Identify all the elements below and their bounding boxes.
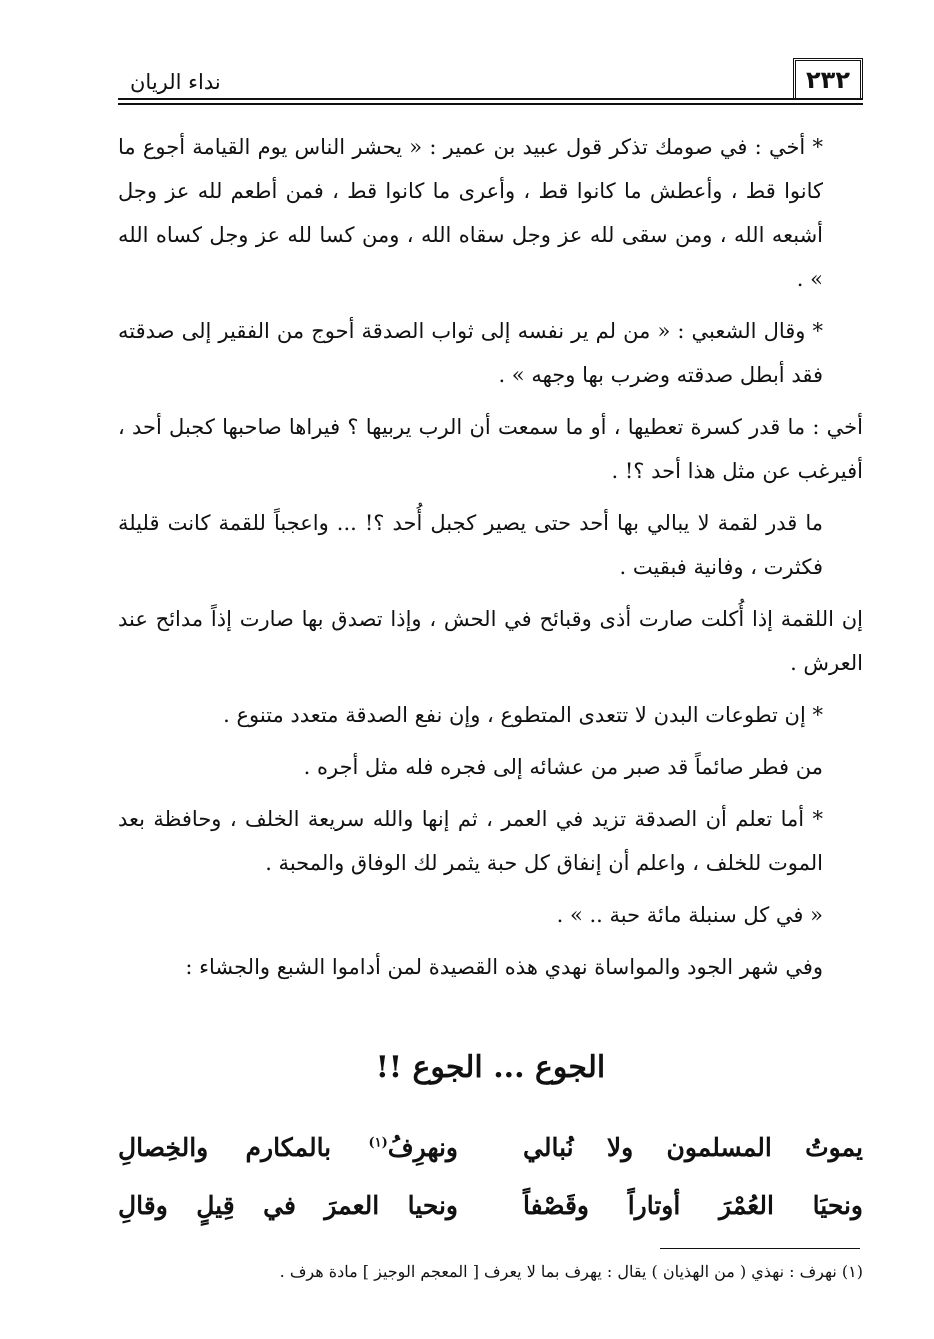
footnote [118,1258,863,1286]
paragraph: « في كل سنبلة مائة حبة .. » . [556,903,823,927]
paragraph: من فطر صائماً قد صبر من عشائه إلى فجره فله مثل أجره . [303,755,823,779]
header-rule [118,98,863,100]
poem [118,1118,863,1234]
poem-verse [118,1176,863,1234]
paragraph: * أما تعلم أن الصدقة تزيد في العمر ، ثم إنها والله سريعة الخلف ، وحافظة بعد الموت للخلف ، واعلم أن إنفاق كل حبة يثمر لك الوفاق والمحبة . [118,807,823,875]
paragraph: وفي شهر الجود والمواساة نهدي هذه القصيدة لمن أداموا الشبع والجشاء : [185,955,823,979]
poem-title: الجوع ... الجوع !! [375,1050,606,1085]
paragraph: إن اللقمة إذا أُكلت صارت أذى وقبائح في الحش ، وإذا تصدق بها صارت إذاً مدائح عند العرش . [118,607,863,675]
poem-verse [118,1118,863,1176]
header-rule-double [118,103,863,105]
poem-first-hemistich: ونحيَا العُمْرَ أوتاراً وقَصْفاً [523,1190,863,1220]
page-header [118,58,863,102]
paragraph: * إن تطوعات البدن لا تتعدى المتطوع ، وإن نفع الصدقة متعدد متنوع . [223,703,823,727]
footnote-text: نهرف : نهذي ( من الهذيان ) يقال : يهرف بما لا يعرف [ المعجم الوجيز ] مادة هرف . [279,1262,842,1281]
paragraph: ما قدر لقمة لا يبالي بها أحد حتى يصير كجبل أُحد ؟! ... واعجباً للقمة كانت قليلة فكثرت ، وفانية فبقيت . [118,511,823,579]
page-number: ٢٣٢ [793,58,863,98]
running-title: نداء الريان [130,70,221,94]
poem-first-hemistich: يموتُ المسلمون ولا نُبالي [523,1132,863,1162]
paragraph: * وقال الشعبي : « من لم ير نفسه إلى ثواب الصدقة أحوج من الفقير إلى صدقته فقد أبطل صدقته وضرب بها وجهه » . [118,319,823,387]
body-text [118,125,863,997]
poem-second-hemistich [118,1133,458,1162]
paragraph: أخي : ما قدر كسرة تعطيها ، أو ما سمعت أن الرب يربيها ؟ فيراها صاحبها كجبل أحد ، أفيرغب عن مثل هذا أحد ؟! . [118,415,863,483]
poem-text: بالمكارم والخِصالِ [118,1132,369,1162]
poem-text: ونهرِفُ [387,1132,458,1162]
footnote-reference: (١) [368,1135,388,1151]
poem-second-hemistich: ونحيا العمرَ في قِيلٍ وقالِ [118,1190,458,1220]
paragraph: * أخي : في صومك تذكر قول عبيد بن عمير : « يحشر الناس يوم القيامة أجوع ما كانوا قط ، وأعطش ما كانوا قط ، وأعرى ما كانوا قط ، فمن أطعم لله عز وجل أشبعه الله ، ومن سقى لله عز وجل سقاه الله ، ومن كسا لله عز وجل كساه الله » . [118,135,823,291]
footnote-number: (١) [841,1262,863,1281]
footnote-divider [660,1248,860,1249]
